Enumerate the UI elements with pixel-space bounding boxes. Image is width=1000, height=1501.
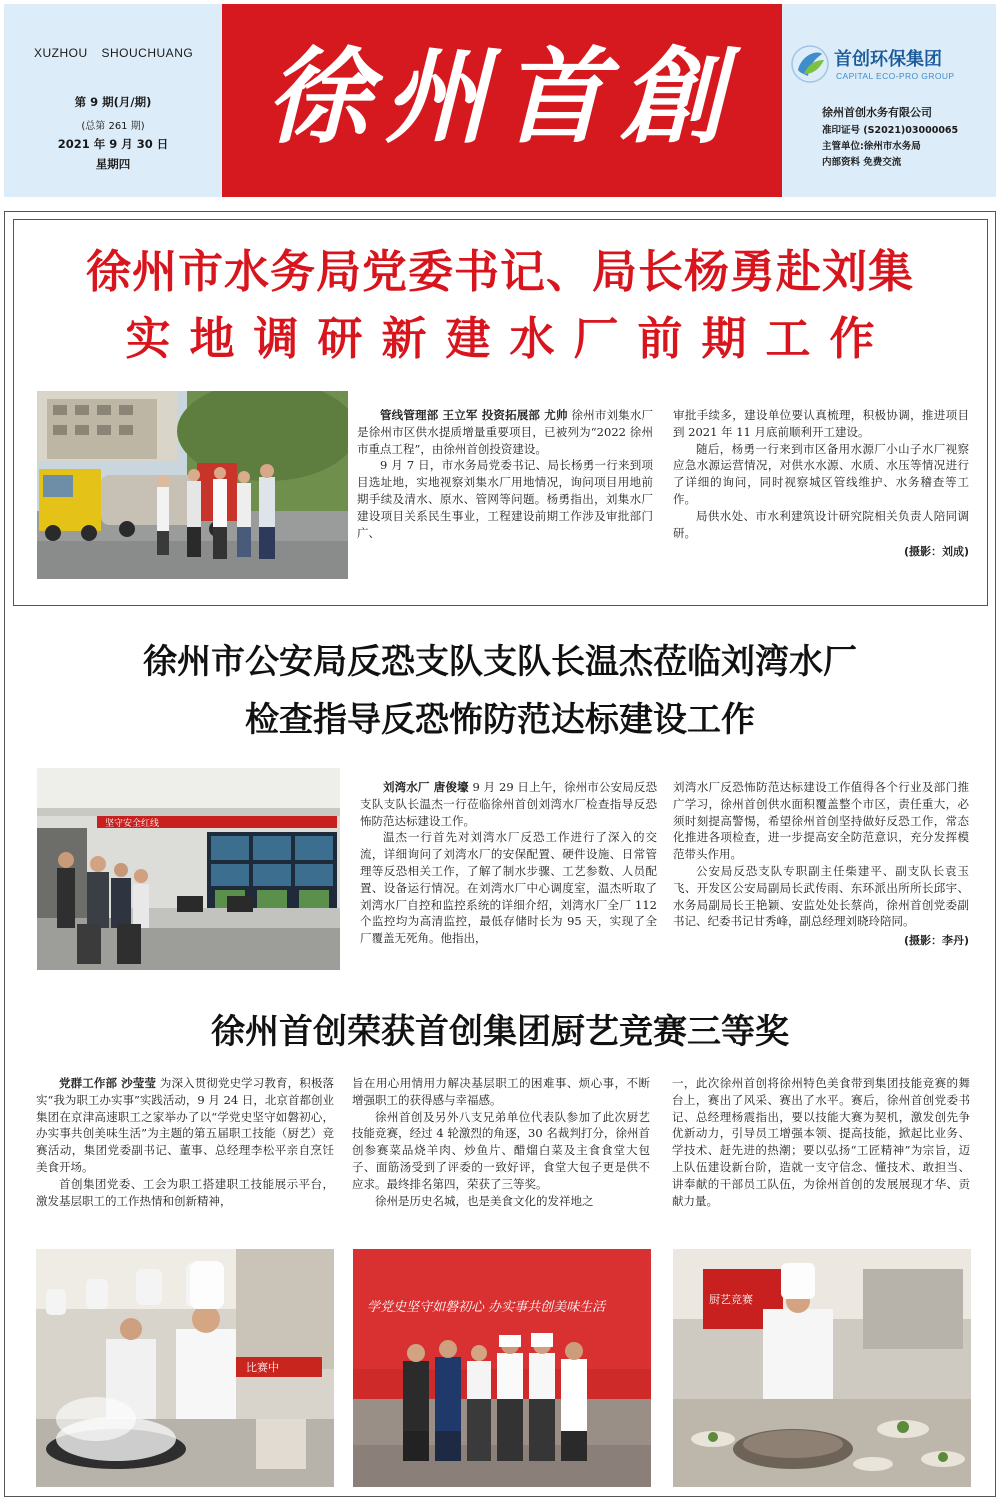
article3-photo-cooking [36,1249,334,1487]
article3-byline: 党群工作部 沙莹莹 [59,1076,157,1090]
article2-headline-line2: 检查指导反恐怖防范达标建设工作 [245,700,755,740]
sponsor-unit: 主管单位:徐州市水务局 [822,141,921,152]
cooking-sign-text: 比赛中 [246,1361,279,1374]
article1-paragraph3: 审批手续多，建设单位要认真梳理，积极协调，推进项目到 2021 年 11 月底前顺利开工建设。 [673,408,969,439]
issue-date: 2021 年 9 月 30 日 [57,137,169,151]
masthead-issue-panel [4,4,222,197]
article1-headline-line2: 实地调研新建水厂前期工作 [125,312,894,365]
logo-chinese-name: 首创环保集团 [834,49,942,70]
masthead-pinyin [34,46,193,60]
article2-column1 [360,779,657,947]
contest-backdrop-text: 厨艺竞赛 [709,1293,753,1306]
group-logo [790,42,992,86]
article2-paragraph3: 刘湾水厂反恐怖防范达标建设工作值得各个行业及部门推广学习，徐州首创供水面积覆盖整个市区，责任重大，必须时刻提高警惕，希望徐州首创坚持做好反恐工作，常态化推进各项检查，进一步提高安全防范意识，充分发挥模范带头作用。 [673,780,969,862]
logo-english-name: CAPITAL ECO-PRO GROUP [836,71,955,81]
article1-paragraph1: 徐州市刘集水厂是徐州市区供水提质增量重要项目，已被列为“2022 徐州市重点工程”，由徐州首创投资建设。 [357,408,654,456]
internal-note: 内部资料 免费交流 [822,157,902,168]
article1-column2 [673,407,969,561]
control-room-wall-text: 坚守安全红线 [105,819,160,829]
article3-paragraph3: 旨在用心用情用力解决基层职工的困难事、烦心事，不断增强职工的获得感与幸福感。 [352,1076,650,1107]
article2-paragraph4: 公安局反恐支队专职副主任柴建平、副支队长袁玉飞、开发区公安局副局长武传雨、东环派出所所长邱宇、水务局副局长王艳颖、安监处处长蔡尚，徐州首创党委副书记、纪委书记甘秀峰，副总经理刘晓玲陪同。 [673,863,969,929]
publisher-company: 徐州首创水务有限公司 [822,106,932,119]
award-banner-text: 学党史坚守如磐初心 办实事共创美味生活 [367,1300,606,1315]
masthead-publisher-panel [782,4,996,197]
article2-paragraph2: 温杰一行首先对刘湾水厂反恐工作进行了深入的交流，详细询问了刘湾水厂的安保配置、硬件设施、日常管理等反恐相关工作，了解了制水步骤、工艺参数、人员配置、设备运行情况。在刘湾水厂中心调度室，温杰听取了刘湾水厂自控和监控系统的详细介绍，刘湾水厂全厂 112 个监控均为高清监控，最低存储时长为 95 天，实现了全厂覆盖无死角。他指出， [360,830,657,946]
total-issue: (总第 261 期) [81,121,145,132]
article2-photo [37,768,340,970]
article1-paragraph5: 局供水处、市水利建筑设计研究院相关负责人陪同调研。 [673,508,969,540]
pinyin-shouchuang: SHOUCHUANG [101,46,194,60]
article2-column2 [673,779,969,950]
article1-photo [37,391,348,579]
issue-number: 第 9 期(月/期) [74,95,152,109]
article2-byline: 刘湾水厂 唐俊壕 [383,780,469,794]
article3-paragraph2: 首创集团党委、工会为职工搭建职工技能展示平台，激发基层职工的工作热情和创新精神， [36,1176,334,1208]
article1-photo-credit: (摄影：刘成) [903,545,969,559]
issue-weekday: 星期四 [95,157,131,171]
article2-photo-credit: (摄影：李丹) [903,934,969,948]
article3-paragraph4: 徐州首创及另外八支兄弟单位代表队参加了此次厨艺技能竞赛，经过 4 轮激烈的角逐，30 名裁判打分，徐州首创参赛菜品烧羊肉、炒鱼片、醋熘白菜及主食食堂大包子、面筋汤受到了评委的一致好评，食堂大包子更是供不应求。最终排名第四，荣获了三等奖。 [352,1109,650,1191]
article2-paragraph1: 9 月 29 日上午，徐州市公安局反恐支队支队长温杰一行莅临徐州首创刘湾水厂检查指导反恐怖防范达标建设工作。 [360,780,657,828]
article1-headline-line1: 徐州市水务局党委书记、局长杨勇赴刘集 [85,245,914,298]
article1-column1 [357,407,653,541]
article1-paragraph4: 随后，杨勇一行来到市区备用水源厂小山子水厂视察应急水源运营情况，对供水水源、水质、水压等情况进行了详细的询问，同时视察城区管线维护、水务稽查等工作。 [673,441,969,506]
article3-paragraph5: 徐州是历史名城，也是美食文化的发祥地之 [375,1193,594,1208]
article3-column3 [672,1075,970,1209]
newspaper-title: 徐州首創 [265,35,738,158]
eco-leaf-icon [790,44,830,84]
article3-column1 [36,1075,334,1209]
article2-headline-line1: 徐州市公安局反恐支队支队长温杰莅临刘湾水厂 [143,642,857,682]
article3-paragraph1: 为深入贯彻党史学习教育，积极落实“我为职工办实事”实践活动，9 月 24 日，北京首都创业集团在京津高速职工之家举办了以“学党史坚守如磐初心，办实事共创美味生活”为主题的第五届职工技能（厨艺）竞赛活动，集团党委副书记、董事、总经理李松平亲自烹饪美食开场。 [36,1076,335,1174]
article3-photo-plating [673,1249,971,1487]
print-permit: 准印证号 (S2021)03000065 [822,125,959,136]
masthead-title-block [222,4,782,197]
article3-column2 [352,1075,650,1209]
masthead [4,4,996,197]
article1-paragraph2: 9 月 7 日，市水务局党委书记、局长杨勇一行来到项目选址地，实地视察刘集水厂用地情况，询问项目用地前期手续及清水、原水、管网等问题。杨勇指出，刘集水厂建设项目关系民生事业，工程建设前期工作涉及审批部门广、 [357,458,653,540]
article3-paragraph6: 一，此次徐州首创将徐州特色美食带到集团技能竞赛的舞台上，赛出了风采、赛出了水平。赛后，徐州首创党委书记、总经理杨震指出，要以技能大赛为契机，激发创先争优新动力，引导员工增强本领、提高技能，掀起比业务、学技术、赶先进的热潮；要以弘扬“工匠精神”为宗旨，迈上队伍建设新台阶，造就一支守信念、懂技术、敢担当、讲奉献的干部员工队伍，为徐州首创的发展展现才华、贡献力量。 [672,1076,970,1208]
pinyin-xuzhou: XUZHOU [34,46,88,60]
article3-photo-award-group [353,1249,651,1487]
article1-byline: 管线管理部 王立军 投资拓展部 尤帅 [380,408,568,422]
article3-headline: 徐州首创荣获首创集团厨艺竞赛三等奖 [211,1012,789,1052]
